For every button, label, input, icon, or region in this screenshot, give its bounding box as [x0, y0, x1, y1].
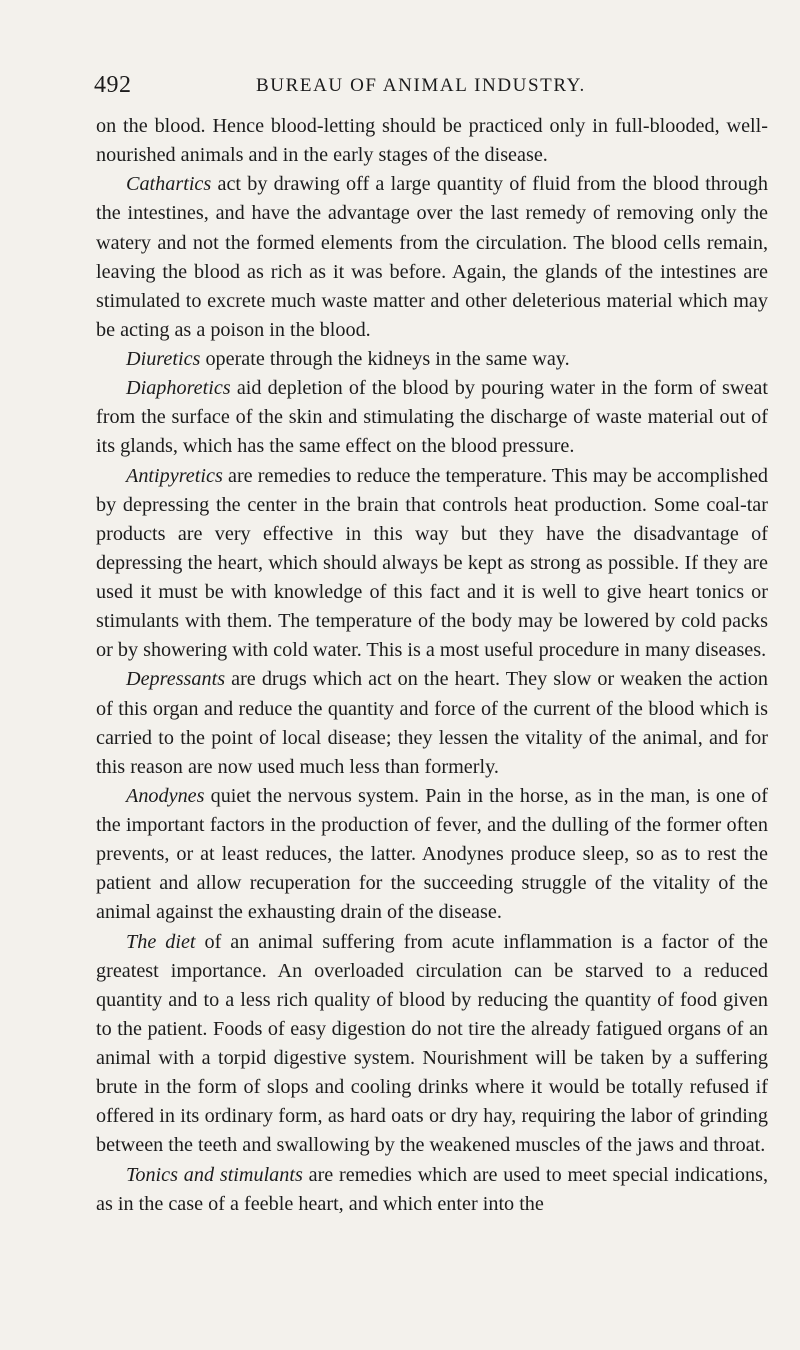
term-tonics-stimulants: Tonics and stimulants	[126, 1163, 303, 1186]
paragraph-text: on the blood. Hence blood-letting should be practiced only in full-blooded, well-nourished animals and in the early stages of the disease.	[96, 115, 768, 167]
paragraph-text: are drugs which act on the heart. They slow or weaken the action of this organ and reduce the quantity and force of the current of the blood which is carried to the point of local disease; they lessen the vitality of the animal, and for this reason are now used much less than formerly.	[96, 668, 768, 778]
paragraph-cathartics	[96, 170, 768, 345]
paragraph-depressants	[96, 665, 768, 782]
page-number: 492	[94, 72, 132, 98]
paragraph-text: are remedies to reduce the temperature. This may be accomplished by depressing the center in the brain that controls heat production. Some coal-tar products are very effective in this way but they have the disadvantage of depressing the heart, which should always be kept as strong as possible. If they are used it must be with knowledge of this fact and it is well to give heart tonics or stimulants with them. The temperature of the body may be lowered by cold packs or by showering with cold water. This is a most useful procedure in many diseases.	[96, 464, 768, 662]
paragraph-diet	[96, 928, 768, 1161]
paragraph-text: quiet the nervous system. Pain in the horse, as in the man, is one of the important factors in the production of fever, and the dulling of the former often prevents, or at least reduces, the latter. Anodynes produce sleep, so as to rest the patient and allow recuperation for the succeeding struggle of the vitality of the animal against the exhausting drain of the disease.	[96, 784, 768, 924]
term-diet: The diet	[126, 930, 196, 953]
term-cathartics: Cathartics	[126, 173, 212, 196]
paragraph-anodynes	[96, 782, 768, 928]
paragraph-antipyretics	[96, 462, 768, 666]
term-anodynes: Anodynes	[126, 784, 205, 807]
body-text	[96, 112, 768, 1219]
page-header	[94, 72, 768, 102]
term-diuretics: Diuretics	[126, 348, 201, 370]
paragraph-text: operate through the kidneys in the same way.	[200, 348, 570, 370]
paragraph-tonics-stimulants	[96, 1161, 768, 1219]
paragraph-diaphoretics	[96, 374, 768, 461]
term-diaphoretics: Diaphoretics	[126, 377, 231, 400]
term-antipyretics: Antipyretics	[126, 464, 223, 487]
paragraph-blood-letting	[96, 112, 768, 170]
term-depressants: Depressants	[126, 668, 226, 691]
paragraph-text: are remedies which are used to meet special indications, as in the case of a feeble heart, and which enter into the	[96, 1163, 768, 1215]
paragraph-text: aid depletion of the blood by pouring water in the form of sweat from the surface of the skin and stimulating the discharge of waste material out of its glands, which has the same effect on the blood pressure.	[96, 377, 768, 458]
running-head: BUREAU OF ANIMAL INDUSTRY.	[256, 75, 586, 96]
paragraph-text: act by drawing off a large quantity of fluid from the blood through the intestines, and have the advantage over the last remedy of removing only the watery and not the formed elements from the circulation. The blood cells remain, leaving the blood as rich as it was before. Again, the glands of the intestines are stimulated to excrete much waste matter and other deleterious material which may be acting as a poison in the blood.	[96, 173, 768, 341]
paragraph-diuretics	[96, 345, 768, 374]
paragraph-text: of an animal suffering from acute inflammation is a factor of the greatest importance. An overloaded circulation can be starved to a reduced quantity and to a less rich quality of blood by reducing the quantity of food given to the patient. Foods of easy digestion do not tire the already fatigued organs of an animal with a torpid digestive system. Nourishment will be taken by a suffering brute in the form of slops and cooling drinks where it would be totally refused if offered in its ordinary form, as hard oats or dry hay, requiring the labor of grinding between the teeth and swallowing by the weakened muscles of the jaws and throat.	[96, 930, 769, 1157]
